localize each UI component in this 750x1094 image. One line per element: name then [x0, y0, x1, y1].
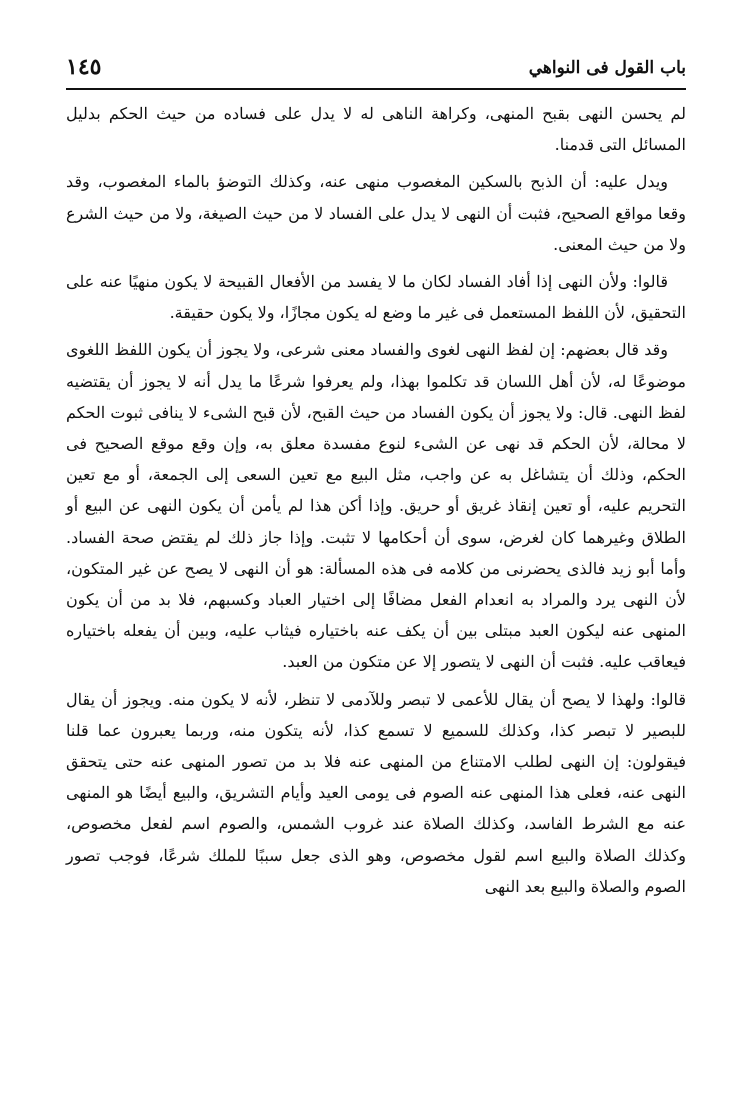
- paragraph: وقد قال بعضهم: إن لفظ النهى لغوى والفساد معنى شرعى، ولا يجوز أن يكون اللفظ اللغوى موضوعًا له، لأن أهل اللسان قد تكلموا بهذا، ولم يعرفوا شرعًا ما يدل أنه لا يجوز أن يقتضيه لفظ النهى. قال: ولا يجوز أن يكون الفساد من حيث القبح، لأن قبح الشىء لا ينافى ثبوت الحكم لا محالة، لأن الحكم قد نهى عن الشىء لنوع مفسدة معلق به، وإن وقع موقع الصحيح فى الحكم، وذلك أن يتشاغل به عن واجب، مثل البيع مع تعين السعى إلى الجمعة، أو مع تعين التحريم عليه، أو تعين إنقاذ غريق أو حريق. وإذا أكن هذا لم يأمن أن يكون النهى عن البيع أو الطلاق وغيرهما كان لغرض، سوى أن أحكامها لا تثبت. وإذا جاز ذلك لم يقتض صحة الفساد. وأما أبو زيد فالذى يحضرنى من كلامه فى هذه المسألة: هو أن النهى لا يصح عن غير المتكون، لأن النهى يرد والمراد به انعدام الفعل مضافًا إلى اختيار العباد وكسبهم، فلا بد من أن يكون المنهى عنه ليكون العبد مبتلى بين أن يكف عنه باختياره فيثاب عليه، وبين أن يفعله باختياره فيعاقب عليه. فثبت أن النهى لا يتصور إلا عن متكون من العبد.: [66, 340, 687, 672]
- header-rule: [66, 88, 686, 90]
- book-page: [66, 50, 686, 1070]
- body-text: [66, 98, 686, 902]
- page-number: ١٤٥: [66, 54, 102, 80]
- running-title: باب القول فى النواهي: [528, 58, 686, 78]
- page-header: [66, 50, 686, 90]
- paragraph: قالوا: ولهذا لا يصح أن يقال للأعمى لا تبصر وللآدمى لا تنظر، لأنه لا يكون منه. ويجوز أن يقال للبصير لا تبصر كذا، وكذلك للسميع لا تسمع كذا، لأنه يتكون منه، وربما يعبرون عما قلنا فيقولون: إن النهى لطلب الامتناع من المنهى عنه فلا بد من تصور المنهى عنه حتى يتحقق النهى عنه، فعلى هذا المنهى عنه الصوم فى يومى العيد وأيام التشريق، والبيع أيضًا هو المنهى عنه مع الشرط الفاسد، وكذلك الصلاة عند غروب الشمس، والصوم اسم لفعل مخصوص، وكذلك الصلاة والبيع اسم لقول مخصوص، وهو الذى جعل سببًا للملك شرعًا، فوجب تصور الصوم والصلاة والبيع بعد النهى: [66, 689, 686, 896]
- paragraph: قالوا: ولأن النهى إذا أفاد الفساد لكان ما لا يفسد من الأفعال القبيحة لا يكون منهيًا عنه على التحقيق، لأن اللفظ المستعمل فى غير ما وضع له يكون مجازًا، ولا يكون حقيقة.: [66, 272, 686, 323]
- paragraph: ويدل عليه: أن الذبح بالسكين المغصوب منهى عنه، وكذلك التوضؤ بالماء المغصوب، وقد وقعا مواقع الصحيح، فثبت أن النهى لا يدل على الفساد لا من حيث الصيغة، ولا من حيث الشرع ولا من حيث المعنى.: [66, 172, 686, 254]
- paragraph: لم يحسن النهى بقبح المنهى، وكراهة الناهى له لا يدل على فساده من حيث الحكم بدليل المسائل التى قدمنا.: [66, 104, 686, 155]
